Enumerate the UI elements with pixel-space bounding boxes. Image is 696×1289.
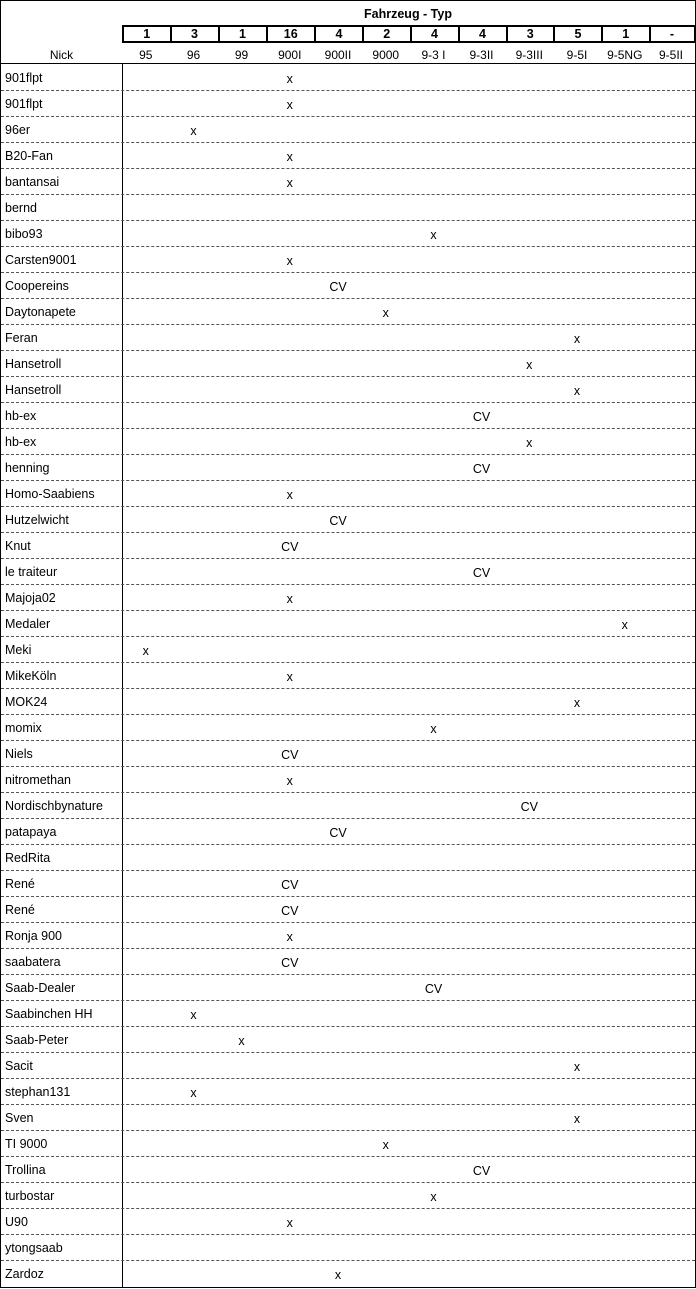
count-cell: 4 <box>458 25 508 43</box>
nick-cell: Carsten9001 <box>5 253 77 267</box>
table-row <box>1 169 695 195</box>
nick-cell: nitromethan <box>5 773 72 787</box>
vehicle-mark: x <box>190 1086 197 1100</box>
vehicle-mark: CV <box>472 566 491 580</box>
nick-cell: turbostar <box>5 1189 55 1203</box>
table-row <box>1 1261 695 1287</box>
nick-cell: hb-ex <box>5 435 37 449</box>
table-row <box>1 871 695 897</box>
table-row <box>1 845 695 871</box>
table-row <box>1 949 695 975</box>
vehicle-mark: x <box>238 1034 245 1048</box>
nick-cell: bernd <box>5 201 37 215</box>
count-cell: 1 <box>218 25 268 43</box>
nick-cell: saabatera <box>5 955 61 969</box>
nick-cell: bibo93 <box>5 227 43 241</box>
vehicle-mark: x <box>430 1190 437 1204</box>
vehicle-mark: x <box>430 722 437 736</box>
nick-cell: Hansetroll <box>5 357 62 371</box>
nick-cell: Sven <box>5 1111 34 1125</box>
nick-cell: Saab-Dealer <box>5 981 76 995</box>
table-row <box>1 455 695 481</box>
table-row <box>1 1001 695 1027</box>
table-row <box>1 819 695 845</box>
table-row <box>1 299 695 325</box>
vehicle-mark: x <box>286 254 293 268</box>
vehicle-mark: x <box>573 332 581 346</box>
nick-cell: Sacit <box>5 1059 33 1073</box>
table-row <box>1 1157 695 1183</box>
table-row <box>1 663 695 689</box>
nick-cell: Meki <box>5 643 32 657</box>
nick-cell: Saabinchen HH <box>5 1007 93 1021</box>
table-row <box>1 1235 695 1261</box>
table-row <box>1 767 695 793</box>
table-row <box>1 689 695 715</box>
vehicle-mark: x <box>142 644 149 658</box>
vehicle-mark: CV <box>281 956 299 970</box>
nick-cell: henning <box>5 461 50 475</box>
type-column-header: 900II <box>324 48 352 62</box>
nick-cell: Daytonapete <box>5 305 76 319</box>
type-column-header: 9000 <box>372 48 400 62</box>
table-row <box>1 923 695 949</box>
nick-cell: Homo-Saabiens <box>5 487 95 501</box>
table-row <box>1 1079 695 1105</box>
vehicle-mark: x <box>382 306 389 320</box>
vehicle-mark: x <box>526 358 533 372</box>
nick-cell: TI 9000 <box>5 1137 48 1151</box>
table-row <box>1 325 695 351</box>
table-row <box>1 975 695 1001</box>
table-row <box>1 247 695 273</box>
vehicle-mark: CV <box>472 410 491 424</box>
type-column-header: 95 <box>139 48 153 62</box>
table-row <box>1 1131 695 1157</box>
table-title: Fahrzeug - Typ <box>364 7 452 21</box>
nick-cell: stephan131 <box>5 1085 71 1099</box>
nick-cell: 96er <box>5 123 31 137</box>
nick-cell: MOK24 <box>5 695 48 709</box>
vehicle-mark: CV <box>281 878 299 892</box>
nick-cell: momix <box>5 721 42 735</box>
nick-cell: René <box>5 877 35 891</box>
nick-column-header: Nick <box>49 48 74 62</box>
count-cell: 1 <box>122 25 172 43</box>
vehicle-mark: CV <box>472 462 491 476</box>
vehicle-mark: CV <box>424 982 443 996</box>
table-row <box>1 1183 695 1209</box>
vehicle-mark: x <box>286 98 293 112</box>
table-row <box>1 533 695 559</box>
type-column-header: 9-3 I <box>421 48 446 62</box>
nick-cell: Medaler <box>5 617 51 631</box>
type-column-header: 900I <box>278 48 302 62</box>
table-row <box>1 1105 695 1131</box>
nick-cell: Coopereins <box>5 279 69 293</box>
vehicle-mark: x <box>526 436 533 450</box>
vehicle-mark: CV <box>329 826 347 840</box>
count-cell: 1 <box>601 25 651 43</box>
vehicle-mark: x <box>334 1268 342 1282</box>
nick-cell: Trollina <box>5 1163 46 1177</box>
nick-cell: Knut <box>5 539 31 553</box>
nick-cell: patapaya <box>5 825 57 839</box>
table-row <box>1 793 695 819</box>
table-row <box>1 481 695 507</box>
table-row <box>1 221 695 247</box>
vehicle-mark: x <box>286 176 293 190</box>
table-row <box>1 611 695 637</box>
vehicle-mark: x <box>286 592 293 606</box>
table-row <box>1 585 695 611</box>
count-cell: 2 <box>362 25 412 43</box>
count-cell: 3 <box>170 25 220 43</box>
count-cell: 3 <box>506 25 556 43</box>
table-row <box>1 273 695 299</box>
table-row <box>1 1027 695 1053</box>
nick-cell: 901flpt <box>5 71 43 85</box>
table-row <box>1 741 695 767</box>
nick-cell: ytongsaab <box>5 1241 63 1255</box>
nick-cell: Niels <box>5 747 33 761</box>
count-cell: 16 <box>266 25 317 43</box>
vehicle-mark: CV <box>520 800 538 814</box>
vehicle-mark: CV <box>281 904 299 918</box>
nick-cell: Saab-Peter <box>5 1033 69 1047</box>
table-row <box>1 559 695 585</box>
vehicle-mark: x <box>286 774 293 788</box>
table-row <box>1 91 695 117</box>
vehicle-mark: CV <box>329 280 347 294</box>
vehicle-mark: x <box>621 618 628 632</box>
count-cell: 5 <box>553 25 603 43</box>
vehicle-mark: x <box>286 488 293 502</box>
count-cell: 4 <box>410 25 460 43</box>
type-column-header: 99 <box>234 48 249 62</box>
vehicle-mark: x <box>573 696 581 710</box>
nick-cell: le traiteur <box>5 565 58 579</box>
vehicle-mark: x <box>286 1216 293 1230</box>
nick-cell: Feran <box>5 331 38 345</box>
count-cell: 4 <box>314 25 364 43</box>
table-row <box>1 65 695 91</box>
vehicle-mark: x <box>286 930 293 944</box>
vehicle-mark: x <box>573 384 581 398</box>
nick-cell: René <box>5 903 35 917</box>
nick-cell: Zardoz <box>5 1267 44 1281</box>
vehicle-mark: x <box>382 1138 389 1152</box>
vehicle-mark: x <box>190 124 197 138</box>
table-row <box>1 351 695 377</box>
table-row <box>1 1209 695 1235</box>
table-row <box>1 403 695 429</box>
nick-cell: MikeKöln <box>5 669 57 683</box>
vehicle-mark: x <box>573 1112 581 1126</box>
nick-cell: Nordischbynature <box>5 799 103 813</box>
nick-cell: 901flpt <box>5 97 43 111</box>
vehicle-mark: x <box>430 228 437 242</box>
type-column-header: 9-3II <box>469 48 494 62</box>
type-column-header: 9-3III <box>515 48 543 62</box>
table-row <box>1 117 695 143</box>
header-divider <box>1 63 695 64</box>
table-row <box>1 143 695 169</box>
table-row <box>1 507 695 533</box>
vehicle-mark: CV <box>472 1164 491 1178</box>
vehicle-mark: x <box>573 1060 581 1074</box>
nick-cell: RedRita <box>5 851 51 865</box>
table-row <box>1 195 695 221</box>
vehicle-mark: x <box>286 72 293 86</box>
nick-cell: Hutzelwicht <box>5 513 69 527</box>
vehicle-mark: x <box>286 670 293 684</box>
table-row <box>1 637 695 663</box>
vehicle-mark: CV <box>281 748 299 762</box>
nick-cell: B20-Fan <box>5 149 53 163</box>
nick-cell: bantansai <box>5 175 60 189</box>
table-row <box>1 715 695 741</box>
type-column-header: 9-5I <box>566 48 588 62</box>
vehicle-mark: CV <box>329 514 347 528</box>
vehicle-mark: x <box>286 150 293 164</box>
nick-cell: U90 <box>5 1215 28 1229</box>
nick-cell: Hansetroll <box>5 383 62 397</box>
table-row <box>1 377 695 403</box>
nick-cell: Majoja02 <box>5 591 56 605</box>
vehicle-mark: x <box>190 1008 197 1022</box>
table-row <box>1 897 695 923</box>
type-column-header: 96 <box>186 48 201 62</box>
table-row <box>1 1053 695 1079</box>
table-row <box>1 429 695 455</box>
count-cell: - <box>649 25 696 43</box>
vehicle-mark: CV <box>281 540 299 554</box>
nick-cell: hb-ex <box>5 409 37 423</box>
type-column-header: 9-5NG <box>607 48 643 62</box>
nick-cell: Ronja 900 <box>5 929 62 943</box>
type-column-header: 9-5II <box>658 48 683 62</box>
